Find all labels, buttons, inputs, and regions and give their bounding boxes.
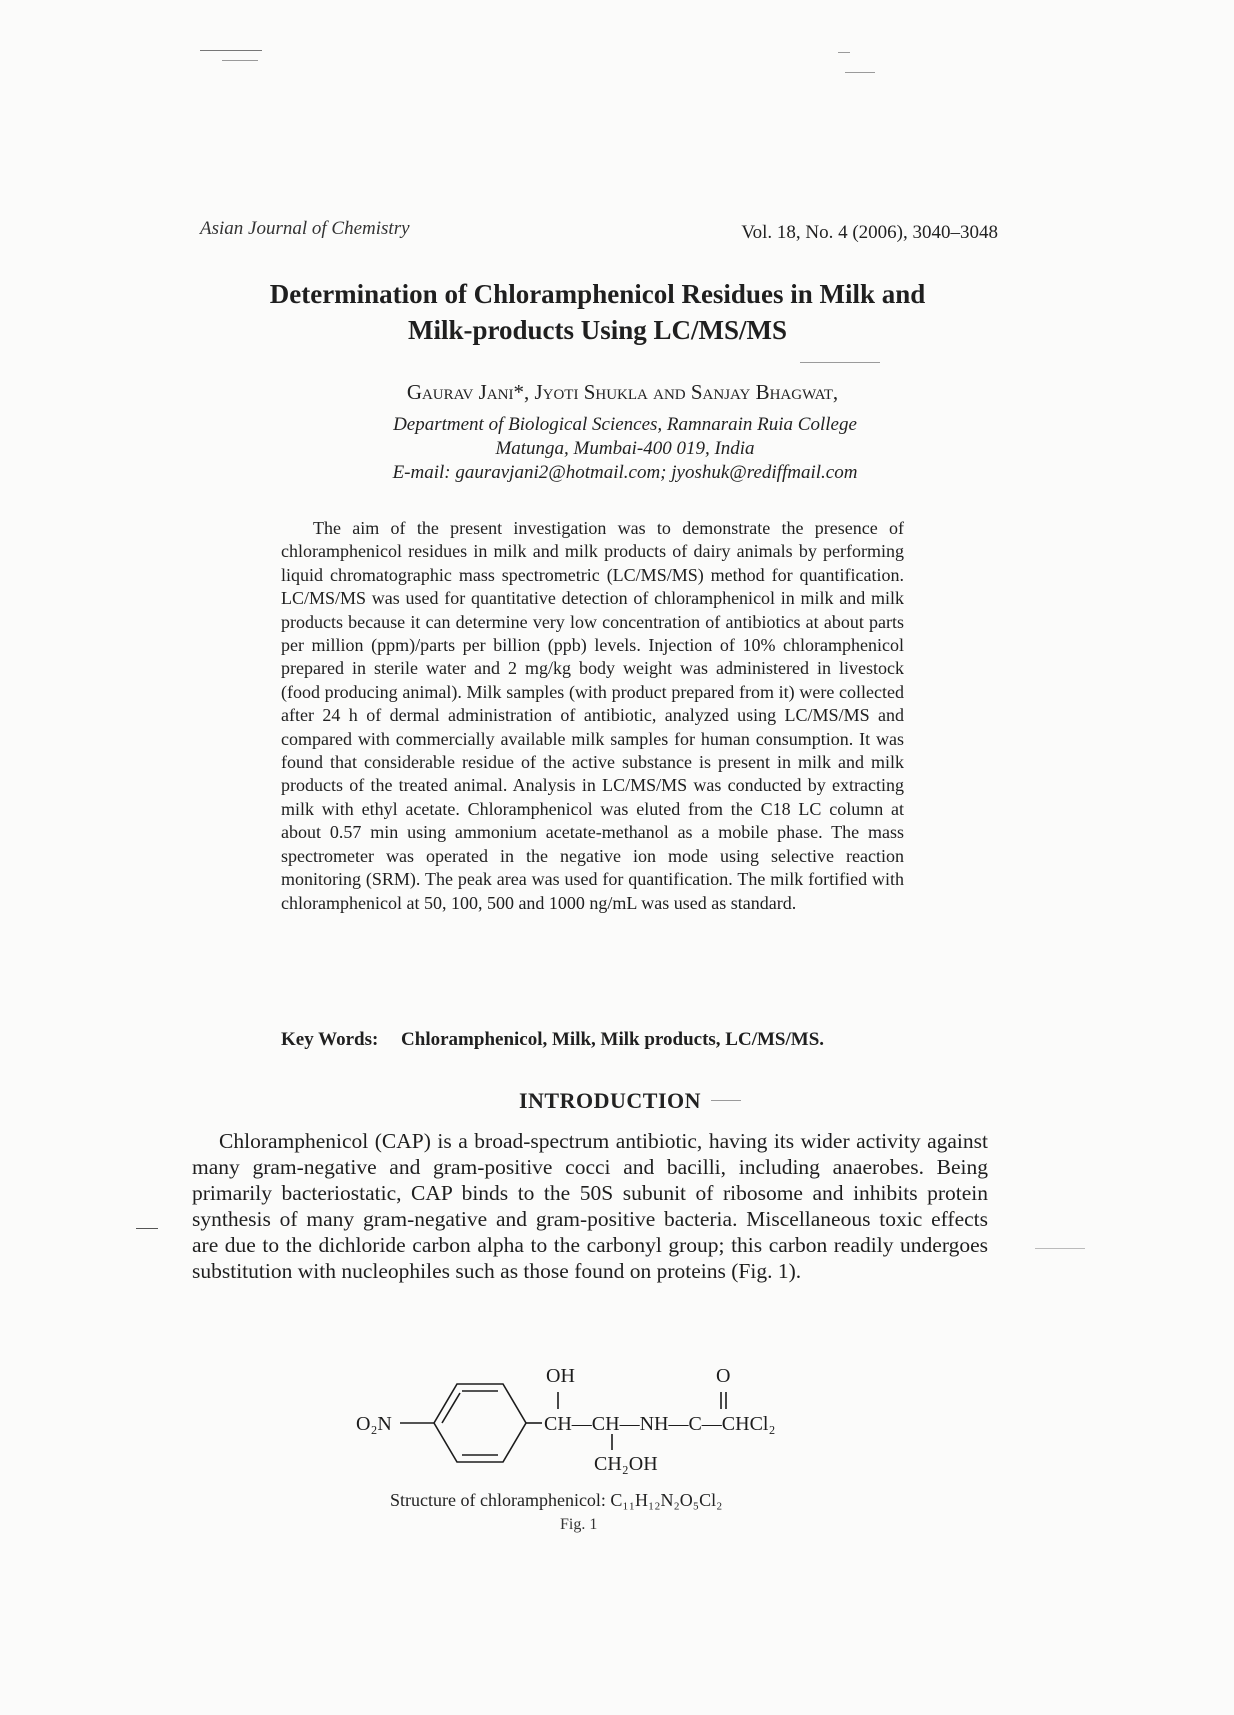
hydroxyl-label: OH	[546, 1365, 575, 1387]
affiliation-line: Department of Biological Sciences, Ramnarain Ruia College	[393, 414, 857, 435]
scan-mark	[845, 72, 875, 73]
nitro-group-label: O₂N	[356, 1413, 392, 1435]
section-heading: INTRODUCTION	[518, 1088, 702, 1113]
email-line: E-mail: gauravjani2@hotmail.com; jyoshuk@rediffmail.com	[392, 462, 858, 483]
introduction-paragraph: Chloramphenicol (CAP) is a broad-spectrum antibiotic, having its wider activity against many gram-negative and gram-positive cocci and bacilli, including anaerobes. Being primarily bacteriostatic, CAP binds to the 50S subunit of ribosome and inhibits protein synthesis of many gram-negative and gram-positive bacteria. Miscellaneous toxic effects are due to the dichloride carbon alpha to the carbonyl group; this carbon readily undergoes substitution with nucleophiles such as those found on proteins (Fig. 1).	[192, 1129, 988, 1283]
title-line: Determination of Chloramphenicol Residues in Milk and	[269, 279, 926, 309]
keywords-label: Key Words:	[281, 1029, 379, 1050]
carbonyl-oxygen-label: O	[716, 1365, 731, 1387]
hydroxymethyl-label: CH₂OH	[594, 1453, 658, 1475]
journal-name: Asian Journal of Chemistry	[200, 218, 410, 239]
figure-label: Fig. 1	[560, 1516, 598, 1533]
benzene-ring	[434, 1384, 526, 1462]
scan-mark	[222, 60, 258, 61]
keywords-text: Chloramphenicol, Milk, Milk products, LC/MS/MS.	[401, 1029, 825, 1050]
scan-mark	[136, 1228, 158, 1229]
scan-mark	[1035, 1248, 1085, 1249]
scan-mark	[800, 362, 880, 363]
scan-mark	[838, 52, 850, 53]
title-line: Milk-products Using LC/MS/MS	[407, 315, 788, 345]
abstract: The aim of the present investigation was to demonstrate the presence of chloramphenicol residues in milk and milk products of dairy animals by performing liquid chromatographic mass spectrometric (LC/MS/MS) method for quantification. LC/MS/MS was used for quantitative detection of chloramphenicol in milk and milk products because it can determine very low concentration of antibiotics at about parts per million (ppm)/parts per billion (ppb) levels. Injection of 10% chloramphenicol prepared in sterile water and 2 mg/kg body weight was administered in livestock (food producing animal). Milk samples (with product prepared from it) were collected after 24 h of dermal administration of antibiotic, analyzed using LC/MS/MS and compared with commercially available milk samples for human consumption. It was found that considerable residue of the active substance is present in milk and milk products of the treated animal. Analysis in LC/MS/MS was conducted by extracting milk with ethyl acetate. Chloramphenicol was eluted from the C18 LC column at about 0.57 min using ammonium acetate-methanol as a mobile phase. The mass spectrometer was operated in the negative ion mode using selective reaction monitoring (SRM). The peak area was used for quantification. The milk fortified with chloramphenicol at 50, 100, 500 and 1000 ng/mL was used as standard.	[281, 518, 904, 913]
affiliation-line: Matunga, Mumbai-400 019, India	[495, 438, 755, 459]
paper-title	[210, 276, 985, 348]
chloramphenicol-structure	[340, 1358, 840, 1483]
volume-info: Vol. 18, No. 4 (2006), 3040–3048	[741, 222, 998, 243]
ring-double-bond	[442, 1393, 460, 1423]
scan-mark	[200, 50, 262, 51]
side-chain-label: CH—CH—NH—C—CHCl₂	[544, 1413, 776, 1435]
keywords	[281, 1029, 921, 1051]
figure-caption: Structure of chloramphenicol: C₁₁H₁₂N₂O₅Cl₂	[390, 1490, 723, 1510]
affiliation	[250, 413, 1000, 485]
authors: Gaurav Jani*, Jyoti Shukla and Sanjay Bhagwat,	[406, 380, 839, 404]
